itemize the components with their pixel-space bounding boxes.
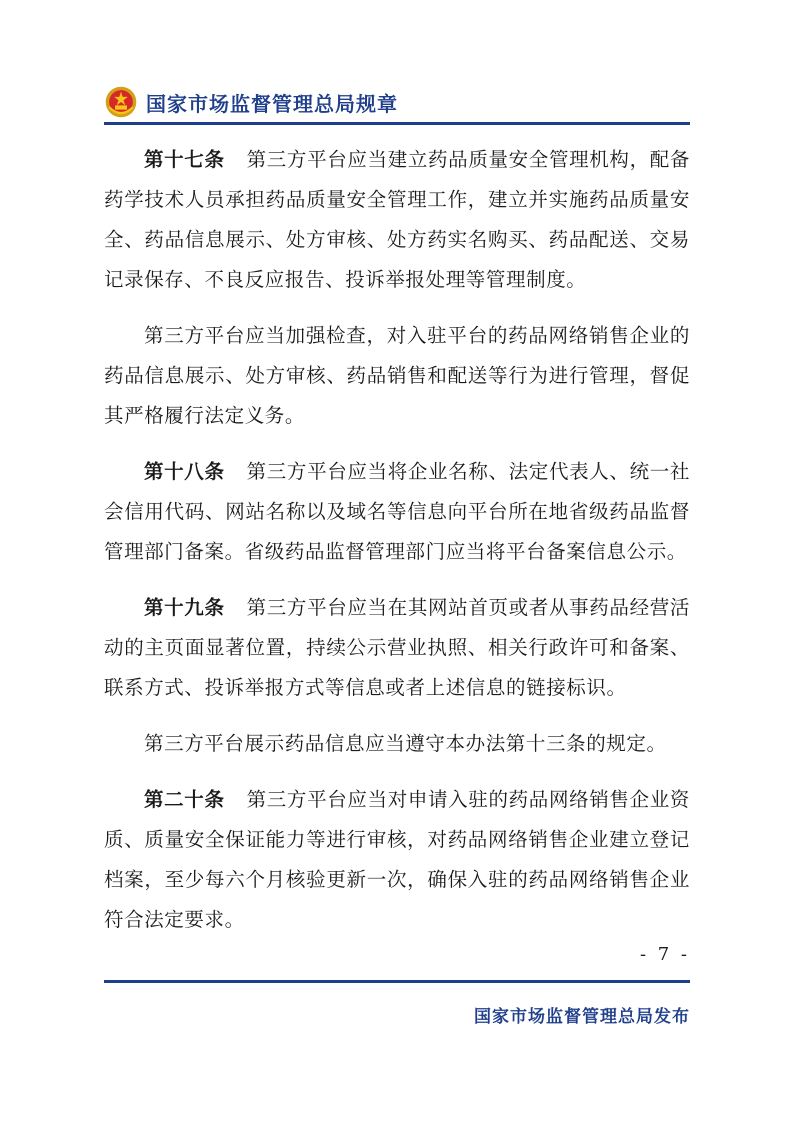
- article-text: 第三方平台应当在其网站首页或者从事药品经营活动的主页面显著位置，持续公示营业执照、相关行政许可和备案、联系方式、投诉举报方式等信息或者上述信息的链接标识。: [104, 596, 690, 699]
- article-text: 第三方平台应当建立药品质量安全管理机构，配备药学技术人员承担药品质量安全管理工作，建立并实施药品质量安全、药品信息展示、处方审核、处方药实名购买、药品配送、交易记录保存、不良反应报告、投诉举报处理等管理制度。: [104, 148, 690, 291]
- header-title: 国家市场监督管理总局规章: [146, 91, 398, 116]
- article-paragraph: [104, 780, 690, 940]
- page-header: [104, 82, 398, 122]
- header-divider: [104, 122, 690, 125]
- article-text: 第三方平台应当将企业名称、法定代表人、统一社会信用代码、网站名称以及域名等信息向平台所在地省级药品监督管理部门备案。省级药品监督管理部门应当将平台备案信息公示。: [104, 460, 690, 563]
- article-paragraph: [104, 588, 690, 708]
- footer-publisher: 国家市场监督管理总局发布: [474, 1007, 690, 1027]
- article-text: 第三方平台应当对申请入驻的药品网络销售企业资质、质量安全保证能力等进行审核，对药品网络销售企业建立登记档案，至少每六个月核验更新一次，确保入驻的药品网络销售企业符合法定要求。: [104, 788, 690, 931]
- document-body: [104, 140, 690, 956]
- article-text: 第三方平台展示药品信息应当遵守本办法第十三条的规定。: [144, 732, 667, 755]
- article-number: 第十九条: [144, 596, 225, 619]
- footer-divider: [104, 980, 690, 983]
- article-paragraph: [104, 140, 690, 300]
- article-number: 第二十条: [144, 788, 225, 811]
- national-emblem-icon: [104, 85, 138, 119]
- article-paragraph: [104, 452, 690, 572]
- article-number: 第十七条: [144, 148, 225, 171]
- article-text: 第三方平台应当加强检查，对入驻平台的药品网络销售企业的药品信息展示、处方审核、药品销售和配送等行为进行管理，督促其严格履行法定义务。: [104, 324, 690, 427]
- article-paragraph: [104, 724, 690, 764]
- page-number: - 7 -: [639, 944, 690, 965]
- article-paragraph: [104, 316, 690, 436]
- article-number: 第十八条: [144, 460, 225, 483]
